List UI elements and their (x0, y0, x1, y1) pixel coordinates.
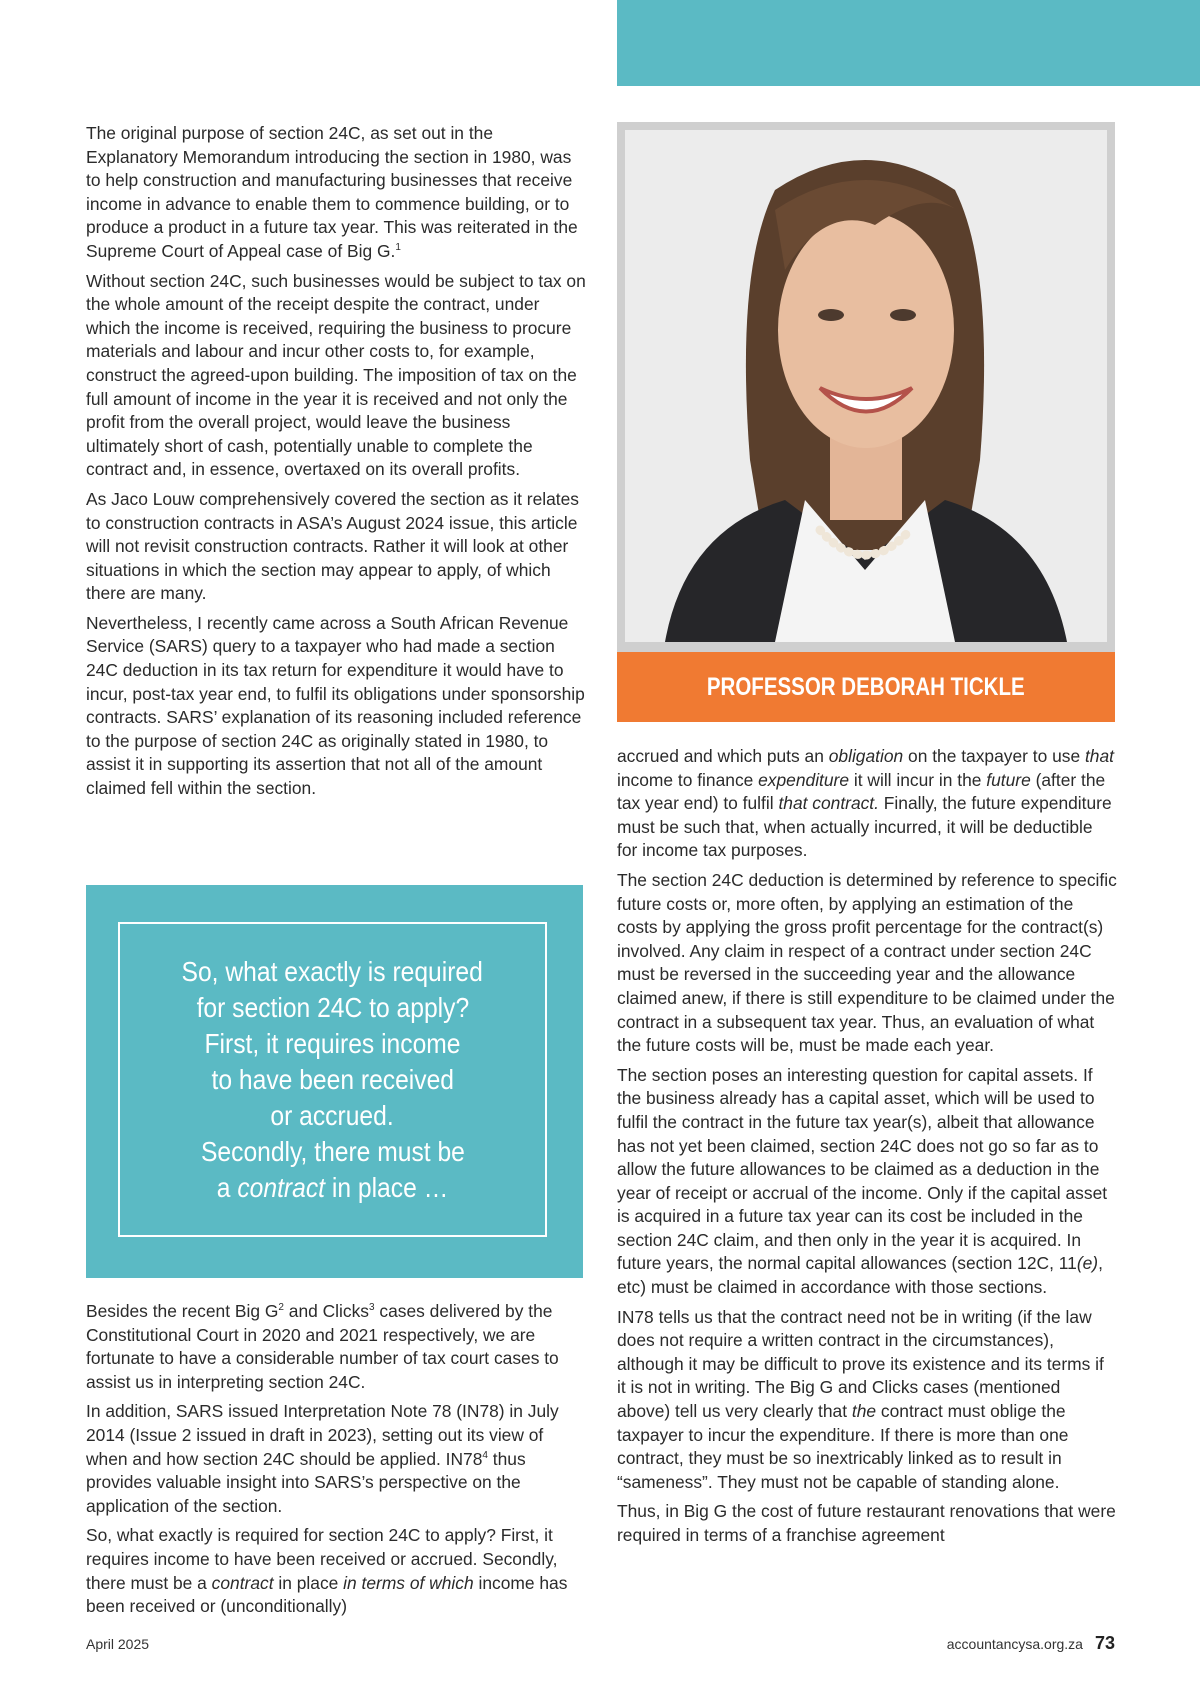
author-name-banner (617, 652, 1115, 722)
page-footer (947, 1633, 1115, 1654)
footnote-ref[interactable]: 2 (278, 1302, 284, 1314)
pull-quote-frame (118, 922, 547, 1237)
paragraph: Besides the recent Big $G^2$ and Clicks$^3$ cases delivered by the Constitutional Court in 2020 and 2021 respectively, we are fortunate to have a considerable number of tax court cases to assist us in interpreting section 24C. (86, 1301, 559, 1392)
author-name: PROFESSOR DEBORAH TICKLE (707, 672, 1025, 701)
pull-quote-box (86, 885, 583, 1278)
paragraph: The original purpose of section 24C, as set out in the Explanatory Memorandum introducing the section in 1980, was to help construction and manufacturing businesses that receive income in advance to enable them to commence building, or to produce a product in a future tax year. This was reiterated in the Supreme Court of Appeal case of Big G.$^1$ (86, 123, 578, 261)
pull-quote-line: So, what exactly is required (181, 955, 484, 987)
header-accent-band (617, 0, 1200, 86)
author-photo-frame (617, 122, 1115, 652)
author-photo (625, 130, 1107, 642)
body-text-right (617, 745, 1117, 1554)
paragraph: The section poses an interesting question for capital assets. If the business already has a capital asset, which will be used to fulfil the contract in the future tax year(s), albeit that allowance has not yet been claimed, section 24C does not go so far as to allow the future allowances to be claimed as a deduction in the year of receipt or accrual of the income. Only if the capital asset is acquired in a future tax year can its cost be included in the section 24C claim, and then only in the year it is acquired. In future years, the normal capital allowances (section 12C, 11(e), etc) must be claimed in accordance with those sections. (617, 1064, 1108, 1298)
portrait-illustration (625, 130, 1107, 642)
pull-quote-line: to have been received (211, 1063, 454, 1095)
pull-quote-line: First, it requires income (204, 1027, 461, 1059)
issue-date: April 2025 (86, 1636, 150, 1652)
body-text-left-upper (86, 122, 586, 807)
footnote-ref[interactable]: 3 (369, 1302, 375, 1314)
pull-quote-line: Secondly, there must be (200, 1135, 465, 1167)
paragraph: Without section 24C, such businesses would be subject to tax on the whole amount of the receipt despite the contract, under which the income is received, requiring the business to procure materials and labour and incur other costs to, for example, construct the agreed-upon building. The imposition of tax on the full amount of income in the year it is received and not only the profit from the overall project, would leave the business ultimately short of cash, potentially unable to complete the contract and, in essence, overtaxed on its overall profits. (86, 270, 586, 480)
paragraph: So, what exactly is required for section 24C to apply? First, it requires income to have been received or accrued. Secondly, there must be a contract in place in terms of which income has been received or (unconditionally) (86, 1525, 568, 1617)
paragraph: The section 24C deduction is determined by reference to specific future costs or, more often, by applying an estimation of the costs by applying the gross profit percentage for the contract(s) involved. Any claim in respect of a contract under section 24C must be reversed in the succeeding year and the allowance claimed anew, if there is still expenditure to be claimed under the contract in a subsequent tax year. Thus, an evaluation of what the future costs will be, must be made each year. (617, 869, 1117, 1056)
paragraph: Nevertheless, I recently came across a South African Revenue Service (SARS) query to a taxpayer who had made a section 24C deduction in its tax return for expenditure it would have to incur, post-tax year end, to fulfil its obligations under sponsorship contracts. SARS’ explanation of its reasoning included reference to the purpose of section 24C as originally stated in 1980, to assist it in supporting its assertion that not all of the amount claimed fell within the section. (86, 612, 585, 799)
paragraph: As Jaco Louw comprehensively covered the section as it relates to construction contracts in ASA’s August 2024 issue, this article will not revisit construction contracts. Rather it will look at other situations in which the section may appear to apply, of which there are many. (86, 488, 579, 604)
page-number: 73 (1094, 1633, 1115, 1653)
footnote-ref[interactable]: 1 (395, 242, 401, 254)
pull-quote-line: for section 24C to apply? (196, 991, 469, 1023)
body-text-left-lower (86, 1300, 586, 1625)
pull-quote-line: or accrued. (270, 1099, 395, 1131)
pull-quote-line: a contract in place … (216, 1171, 449, 1203)
website-link[interactable]: accountancysa.org.za (946, 1636, 1083, 1652)
paragraph: In addition, SARS issued Interpretation Note 78 (IN78) in July 2014 (Issue 2 issued in draft in 2023), setting out its view of when and how section 24C should be applied. $IN78^4$ thus provides valuable insight into SARS’s perspective on the application of the section. (86, 1401, 559, 1516)
paragraph: accrued and which puts an obligation on the taxpayer to use that income to finance expenditure it will incur in the future (after the tax year end) to fulfil that contract. Finally, the future expenditure must be such that, when actually incurred, it will be deductible for income tax purposes. (617, 746, 1114, 861)
paragraph: IN78 tells us that the contract need not be in writing (if the law does not require a written contract in the circumstances), although it may be difficult to prove its existence and its terms if it is not in writing. The Big G and Clicks cases (mentioned above) tell us very clearly that the contract must oblige the taxpayer to incur the expenditure. If there is more than one contract, they must be so inextricably linked as to result in “sameness”. They must not be capable of standing alone. (617, 1306, 1104, 1492)
footnote-ref[interactable]: 4 (482, 1449, 488, 1461)
paragraph: Thus, in Big G the cost of future restaurant renovations that were required in terms of a franchise agreement (617, 1501, 1116, 1545)
